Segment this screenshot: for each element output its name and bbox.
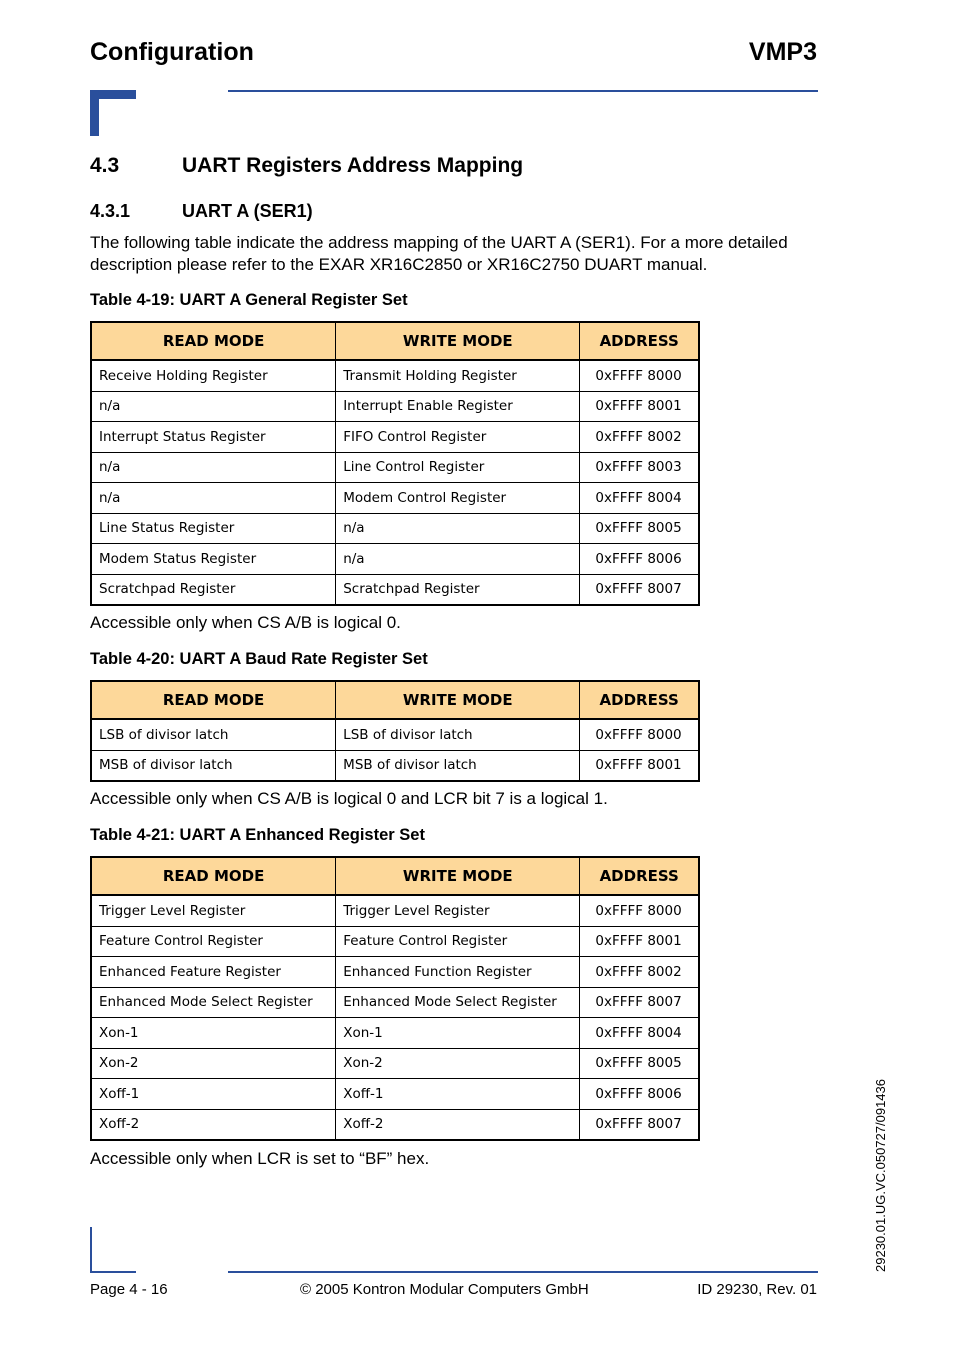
read-mode-cell: Xoff-2 <box>91 1109 336 1140</box>
document-code: 29230.01.UG.VC.050727/091436 <box>873 1079 888 1272</box>
address-cell: 0xFFFF 8003 <box>580 452 699 483</box>
table-row <box>91 360 699 391</box>
table-header-row <box>91 322 699 360</box>
read-mode-cell: n/a <box>91 483 336 514</box>
table-row <box>91 1048 699 1079</box>
table-row <box>91 750 699 781</box>
register-table-general <box>90 321 700 606</box>
page-number: Page 4 - 16 <box>90 1281 168 1298</box>
column-header: ADDRESS <box>580 681 699 719</box>
table-row <box>91 544 699 575</box>
column-header: READ MODE <box>91 681 336 719</box>
address-cell: 0xFFFF 8000 <box>580 719 699 750</box>
table-row <box>91 422 699 453</box>
write-mode-cell: Xoff-1 <box>336 1079 580 1110</box>
table-row <box>91 957 699 988</box>
table-row <box>91 452 699 483</box>
write-mode-cell: Xoff-2 <box>336 1109 580 1140</box>
read-mode-cell: Receive Holding Register <box>91 360 336 391</box>
read-mode-cell: Enhanced Feature Register <box>91 957 336 988</box>
write-mode-cell: n/a <box>336 513 580 544</box>
header-title: Configuration <box>90 38 254 66</box>
column-header: ADDRESS <box>580 322 699 360</box>
table-note: Accessible only when CS A/B is logical 0. <box>90 613 401 632</box>
read-mode-cell: Feature Control Register <box>91 926 336 957</box>
table-row <box>91 926 699 957</box>
write-mode-cell: Trigger Level Register <box>336 895 580 926</box>
address-cell: 0xFFFF 8006 <box>580 1079 699 1110</box>
corner-mark-bottom-icon <box>90 1227 136 1273</box>
write-mode-cell: Line Control Register <box>336 452 580 483</box>
read-mode-cell: n/a <box>91 391 336 422</box>
write-mode-cell: Feature Control Register <box>336 926 580 957</box>
table-row <box>91 1109 699 1140</box>
address-cell: 0xFFFF 8002 <box>580 957 699 988</box>
column-header: WRITE MODE <box>336 322 580 360</box>
write-mode-cell: Enhanced Function Register <box>336 957 580 988</box>
subsection-heading: 4.3.1 UART A (SER1) <box>90 201 313 221</box>
address-cell: 0xFFFF 8005 <box>580 513 699 544</box>
table-row <box>91 719 699 750</box>
table-row <box>91 574 699 605</box>
address-cell: 0xFFFF 8000 <box>580 895 699 926</box>
column-header: READ MODE <box>91 322 336 360</box>
write-mode-cell: FIFO Control Register <box>336 422 580 453</box>
read-mode-cell: Trigger Level Register <box>91 895 336 926</box>
register-table-enhanced <box>90 856 700 1141</box>
address-cell: 0xFFFF 8001 <box>580 926 699 957</box>
address-cell: 0xFFFF 8007 <box>580 987 699 1018</box>
read-mode-cell: Enhanced Mode Select Register <box>91 987 336 1018</box>
intro-paragraph: The following table indicate the address mapping of the UART A (SER1). For a more detailed description please refer to the EXAR XR16C2850 or XR16C2750 DUART manual. <box>90 233 788 274</box>
table-header-row <box>91 681 699 719</box>
address-cell: 0xFFFF 8000 <box>580 360 699 391</box>
read-mode-cell: Interrupt Status Register <box>91 422 336 453</box>
write-mode-cell: n/a <box>336 544 580 575</box>
address-cell: 0xFFFF 8001 <box>580 750 699 781</box>
table-row <box>91 391 699 422</box>
column-header: WRITE MODE <box>336 681 580 719</box>
section-heading: 4.3 UART Registers Address Mapping <box>90 154 524 177</box>
write-mode-cell: Enhanced Mode Select Register <box>336 987 580 1018</box>
read-mode-cell: Scratchpad Register <box>91 574 336 605</box>
table-row <box>91 895 699 926</box>
table-caption: Table 4-20: UART A Baud Rate Register Set <box>90 650 428 668</box>
table-row <box>91 483 699 514</box>
read-mode-cell: Line Status Register <box>91 513 336 544</box>
address-cell: 0xFFFF 8002 <box>580 422 699 453</box>
write-mode-cell: Scratchpad Register <box>336 574 580 605</box>
table-row <box>91 1018 699 1049</box>
address-cell: 0xFFFF 8006 <box>580 544 699 575</box>
write-mode-cell: Interrupt Enable Register <box>336 391 580 422</box>
address-cell: 0xFFFF 8007 <box>580 574 699 605</box>
table-header-row <box>91 857 699 895</box>
table-note: Accessible only when LCR is set to “BF” hex. <box>90 1149 430 1168</box>
write-mode-cell: LSB of divisor latch <box>336 719 580 750</box>
read-mode-cell: n/a <box>91 452 336 483</box>
address-cell: 0xFFFF 8004 <box>580 483 699 514</box>
corner-mark-top-icon <box>90 90 136 136</box>
copyright: © 2005 Kontron Modular Computers GmbH <box>300 1281 589 1298</box>
address-cell: 0xFFFF 8005 <box>580 1048 699 1079</box>
read-mode-cell: LSB of divisor latch <box>91 719 336 750</box>
table-caption: Table 4-21: UART A Enhanced Register Set <box>90 826 425 844</box>
register-table-baud <box>90 680 700 782</box>
address-cell: 0xFFFF 8001 <box>580 391 699 422</box>
table-caption: Table 4-19: UART A General Register Set <box>90 291 408 309</box>
read-mode-cell: Xoff-1 <box>91 1079 336 1110</box>
table-row <box>91 1079 699 1110</box>
address-cell: 0xFFFF 8007 <box>580 1109 699 1140</box>
footer-rule <box>228 1271 818 1273</box>
header-rule <box>228 90 818 92</box>
table-row <box>91 513 699 544</box>
read-mode-cell: Xon-1 <box>91 1018 336 1049</box>
column-header: ADDRESS <box>580 857 699 895</box>
address-cell: 0xFFFF 8004 <box>580 1018 699 1049</box>
column-header: WRITE MODE <box>336 857 580 895</box>
write-mode-cell: Xon-1 <box>336 1018 580 1049</box>
document-id: ID 29230, Rev. 01 <box>697 1281 817 1298</box>
write-mode-cell: Xon-2 <box>336 1048 580 1079</box>
write-mode-cell: Modem Control Register <box>336 483 580 514</box>
header-product: VMP3 <box>748 38 817 66</box>
read-mode-cell: MSB of divisor latch <box>91 750 336 781</box>
read-mode-cell: Xon-2 <box>91 1048 336 1079</box>
table-note: Accessible only when CS A/B is logical 0 and LCR bit 7 is a logical 1. <box>90 789 608 808</box>
read-mode-cell: Modem Status Register <box>91 544 336 575</box>
write-mode-cell: MSB of divisor latch <box>336 750 580 781</box>
write-mode-cell: Transmit Holding Register <box>336 360 580 391</box>
column-header: READ MODE <box>91 857 336 895</box>
table-row <box>91 987 699 1018</box>
